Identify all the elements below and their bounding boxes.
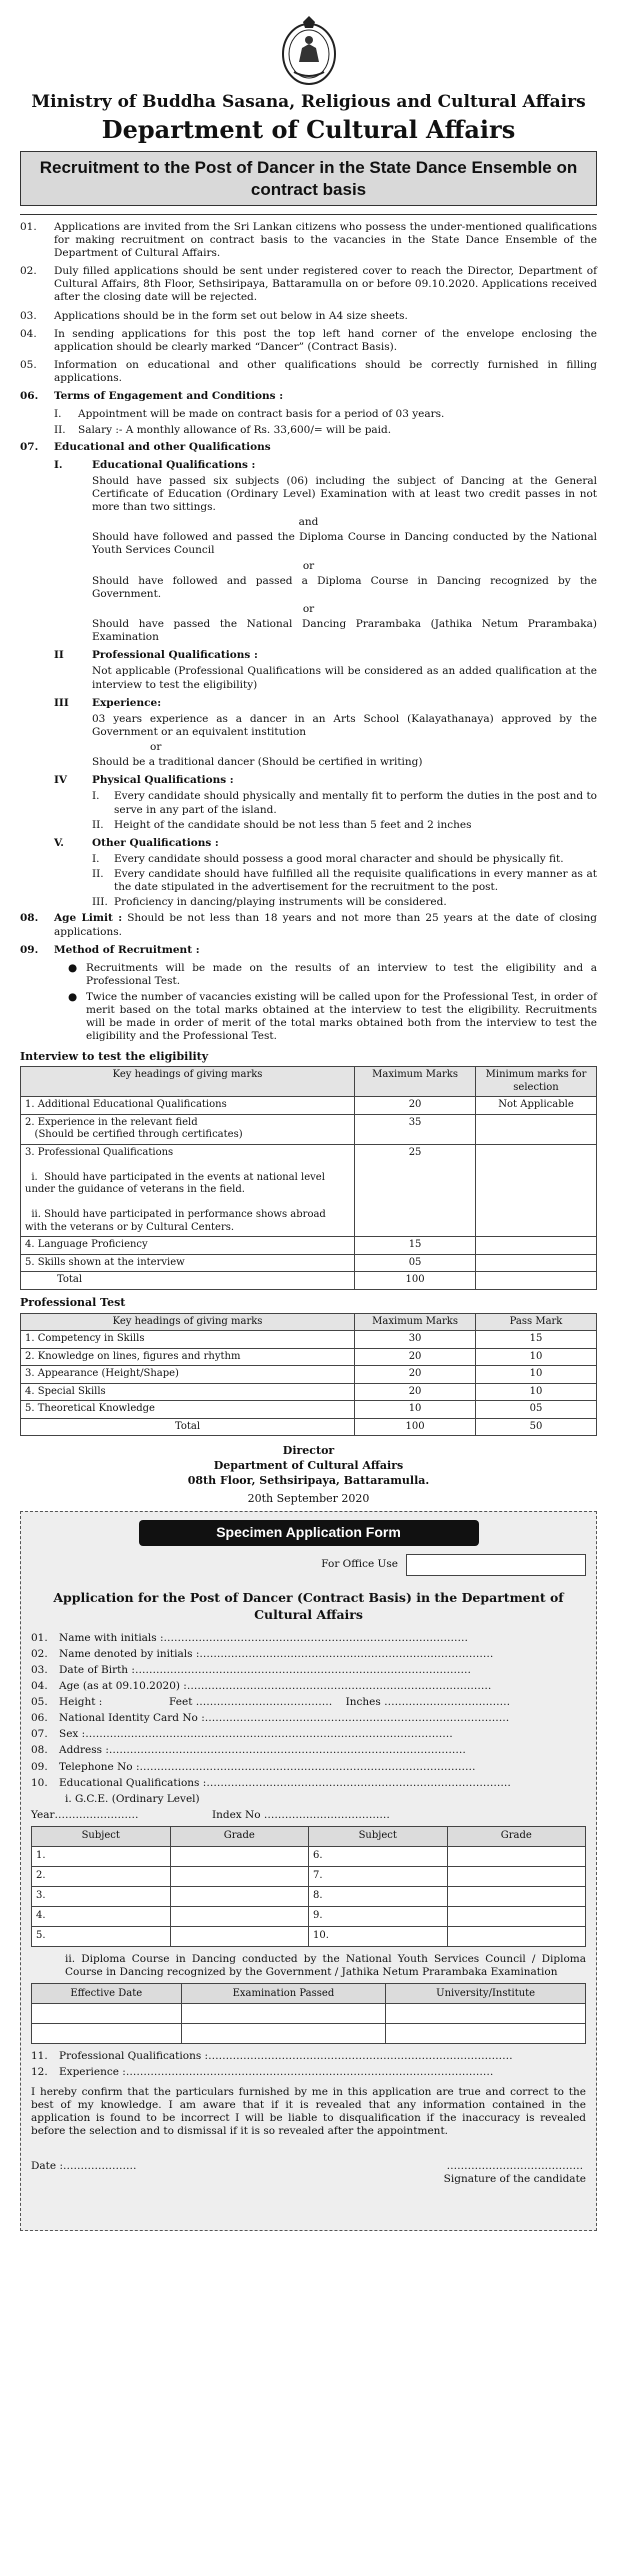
office-use-label: For Office Use <box>321 1558 398 1571</box>
terms-item: II. Salary :- A monthly allowance of Rs. 33,600/= will be paid. <box>54 424 392 437</box>
edu-paragraph: Should have followed and passed a Diploma Course in Dancing recognized by the Government. <box>92 574 597 600</box>
form-field[interactable]: 01. Name with initials :…………………………………………………………………………… <box>31 1631 469 1644</box>
table-row: 1. Additional Educational Qualifications 20 Not Applicable <box>21 1097 597 1115</box>
bullet-icon: ● <box>68 961 78 974</box>
column-header: Subject <box>32 1827 171 1847</box>
diploma-table[interactable] <box>31 1983 586 2044</box>
column-header: Grade <box>170 1827 309 1847</box>
connector-text: or <box>150 741 162 753</box>
professional-test-heading: Professional Test <box>20 1295 126 1309</box>
column-header: Key headings of giving marks <box>21 1313 355 1331</box>
declaration-text: I hereby confirm that the particulars furnished by me in this application are true and correct to the best of my knowledge. I am aware that if it is revealed that any information contained in the application is found to be incorrect I will be liable to disqualification if the inaccuracy is revealed before the selection and to dismissal if it is so revealed after the appointment. <box>31 2085 586 2137</box>
terms-item: I. Appointment will be made on contract basis for a period of 03 years. <box>54 408 445 421</box>
exp-paragraph: 03 years experience as a dancer in an Arts School (Kalayathanaya) approved by the Government or an equivalent institution <box>92 712 597 738</box>
table-row[interactable]: 1. 6. <box>32 1847 586 1867</box>
general-items <box>20 221 597 1044</box>
edu-paragraph: Should have passed six subjects (06) including the subject of Dancing at the General Certificate of Education (Ordinary Level) Examination with at least two credit passes in not more than two sittings. <box>92 474 597 513</box>
column-header: Pass Mark <box>476 1313 597 1331</box>
specimen-application-form <box>20 1511 597 2231</box>
form-field[interactable]: 08. Address :………………………………………………………………………………………… <box>31 1744 466 1757</box>
signoff-address: 08th Floor, Sethsiripaya, Battaramulla. <box>187 1473 430 1487</box>
form-title: Specimen Application Form <box>139 1520 479 1546</box>
form-field[interactable]: 02. Name denoted by initials :………………………………………………………………………… <box>31 1647 494 1660</box>
department-name: Department of Cultural Affairs <box>101 115 516 145</box>
edu-paragraph: Should have passed the National Dancing Prarambaka (Jathika Netum Prarambaka) Examination <box>92 618 597 644</box>
form-field[interactable]: 06. National Identity Card No :…………………………………………………………………………… <box>31 1712 510 1725</box>
signature-block[interactable] <box>444 2160 586 2186</box>
column-header: Maximum Marks <box>355 1313 476 1331</box>
table-row: Total 100 50 <box>21 1418 597 1436</box>
interview-table <box>20 1066 597 1290</box>
experience-heading: III Experience: <box>54 696 162 709</box>
list-item: II. Height of the candidate should be not less than 5 feet and 2 inches <box>92 818 472 831</box>
column-header: Minimum marks for selection <box>476 1067 597 1097</box>
list-item: 03. Applications should be in the form set out below in A4 size sheets. <box>20 309 408 322</box>
form-field[interactable]: 10. Educational Qualifications :…………………………………………………………………………… <box>31 1776 511 1789</box>
list-item: II. Every candidate should have fulfilled all the requisite qualifications in every manner as at the date stipulated in the advertisement for the recruitment to the post. <box>92 868 597 894</box>
ol-results-table[interactable] <box>31 1826 586 1947</box>
age-limit: 08. Age Limit : Should be not less than 18 years and not more than 25 years at the date of closing applications. <box>20 912 597 938</box>
table-row[interactable]: 2. 7. <box>32 1867 586 1887</box>
column-header: Effective Date <box>32 1984 182 2004</box>
recruitment-banner: Recruitment to the Post of Dancer in the State Dance Ensemble on contract basis <box>20 151 597 206</box>
signature-line: ………………………………… <box>446 2160 584 2173</box>
table-row: 5. Skills shown at the interview 05 <box>21 1254 597 1272</box>
connector-text: or <box>302 559 315 572</box>
form-field[interactable]: 07. Sex :…………………………………………………………………………………………… <box>31 1728 453 1741</box>
physical-qualifications-heading: IV Physical Qualifications : <box>54 774 234 787</box>
educational-qualifications-heading: I. Educational Qualifications : <box>54 458 256 471</box>
table-row: Total 100 <box>21 1272 597 1290</box>
table-row[interactable] <box>32 2024 586 2044</box>
divider <box>20 214 597 215</box>
terms-heading: 06. Terms of Engagement and Conditions : <box>20 390 284 403</box>
prof-paragraph: Not applicable (Professional Qualifications will be considered as an added qualification at the interview to test the eligibility) <box>92 665 597 691</box>
signoff <box>14 1444 603 1489</box>
exp-paragraph: Should be a traditional dancer (Should be certified in writing) <box>92 756 423 769</box>
other-qualifications-heading: V. Other Qualifications : <box>54 836 219 849</box>
method-heading: 09. Method of Recruitment : <box>20 943 200 956</box>
form-field[interactable]: 04. Age (as at 09.10.2020) :…………………………………………………………………………… <box>31 1679 492 1692</box>
form-field[interactable]: 09. Telephone No :…………………………………………………………………………………… <box>31 1760 476 1773</box>
office-use-box[interactable] <box>406 1554 586 1576</box>
table-row: 4. Special Skills 20 10 <box>21 1383 597 1401</box>
table-row[interactable]: 3. 8. <box>32 1887 586 1907</box>
professional-qualifications-heading: II Professional Qualifications : <box>54 649 258 662</box>
sri-lanka-emblem-icon <box>280 14 338 86</box>
list-item: I. Every candidate should possess a good moral character and should be physically fit. <box>92 852 564 865</box>
column-header: Grade <box>447 1827 586 1847</box>
edu-paragraph: Should have followed and passed the Diploma Course in Dancing conducted by the National Youth Services Council <box>92 531 597 557</box>
column-header: Examination Passed <box>181 1984 386 2004</box>
signoff-department: Department of Cultural Affairs <box>213 1458 404 1472</box>
column-header: University/Institute <box>386 1984 586 2004</box>
professional-test-table <box>20 1313 597 1437</box>
list-item: 01. Applications are invited from the Sri Lankan citizens who possess the under-mentioned qualifications for making recruitment on contract basis to the vacancies in the State Dance Ensemble of the Department of Cultural Affairs. <box>20 220 597 259</box>
list-item: ● Recruitments will be made on the results of an interview to test the eligibility and a Professional Test. <box>68 961 597 987</box>
table-row: 2. Experience in the relevant field (Should be certified through certificates) 35 <box>21 1114 597 1144</box>
table-row[interactable]: 5. 10. <box>32 1927 586 1947</box>
list-item: 05. Information on educational and other qualifications should be correctly furnished in filling applications. <box>20 358 597 384</box>
form-field[interactable]: 03. Date of Birth :…………………………………………………………………………………… <box>31 1663 471 1676</box>
qualifications-heading: 07. Educational and other Qualifications <box>20 440 271 453</box>
date-field[interactable]: Date :………………… <box>31 2160 137 2173</box>
signoff-title: Director <box>282 1444 335 1457</box>
table-row: 4. Language Proficiency 15 <box>21 1237 597 1255</box>
column-header: Maximum Marks <box>355 1067 476 1097</box>
table-row: 3. Professional Qualifications i. Should have participated in the events at national level under the guidance of veterans in the field. ii. Should have participated in performance shows abroad with the veterans or by Cultural Centers. 25 <box>21 1144 597 1237</box>
list-item: ● Twice the number of vacancies existing will be called upon for the Professional Test, in order of merit based on the total marks obtained at the interview to test the eligibility. Recruitments will be made in order of merit of the total marks obtained both from the interview to test the eligibility and the Professional Test. <box>68 991 597 1043</box>
gce-label: i. G.C.E. (Ordinary Level) <box>65 1792 200 1805</box>
year-index-line[interactable]: Year…………………… Index No ……………………………… <box>31 1808 390 1821</box>
application-title: Application for the Post of Dancer (Contract Basis) in the Department of Cultural Affairs <box>53 1589 564 1622</box>
office-use <box>31 1554 586 1576</box>
table-row[interactable] <box>32 2004 586 2024</box>
signature-label: Signature of the candidate <box>443 2173 586 2186</box>
list-item: 04. In sending applications for this post the top left hand corner of the envelope enclosing the application should be clearly marked “Dancer” (Contract Basis). <box>20 327 597 353</box>
form-footer <box>31 2160 586 2186</box>
connector-text: and <box>298 516 319 529</box>
table-row: 2. Knowledge on lines, figures and rhythm 20 10 <box>21 1348 597 1366</box>
table-row: 1. Competency in Skills 30 15 <box>21 1331 597 1349</box>
column-header: Subject <box>309 1827 448 1847</box>
interview-heading: Interview to test the eligibility <box>20 1049 209 1063</box>
list-item: 02. Duly filled applications should be sent under registered cover to reach the Director, Department of Cultural Affairs, 8th Floor, Sethsiripaya, Battaramulla on or before 09.10.2020. Applications received after the closing date will be rejected. <box>20 265 597 304</box>
ministry-name: Ministry of Buddha Sasana, Religious and Cultural Affairs <box>31 92 586 112</box>
list-item: I. Every candidate should physically and mentally fit to perform the duties in the post and to serve in any part of the island. <box>92 790 597 816</box>
diploma-label: ii. Diploma Course in Dancing conducted by the National Youth Services Council / Diploma Course in Dancing recognized by the Government / Jathika Netum Prarambaka Examination <box>65 1953 586 1979</box>
table-row: 5. Theoretical Knowledge 10 05 <box>21 1401 597 1419</box>
table-row: 3. Appearance (Height/Shape) 20 10 <box>21 1366 597 1384</box>
signoff-date: 20th September 2020 <box>247 1491 370 1505</box>
form-field[interactable]: 05. Height : Feet ………………………………… Inches ……………………………… <box>31 1696 511 1709</box>
form-field[interactable]: 12. Experience :…………………………………………………………………………………………… <box>31 2066 494 2079</box>
list-item: III. Proficiency in dancing/playing instruments will be considered. <box>92 896 447 909</box>
column-header: Key headings of giving marks <box>21 1067 355 1097</box>
table-row[interactable]: 4. 9. <box>32 1907 586 1927</box>
bullet-icon: ● <box>68 991 78 1003</box>
form-field[interactable]: 11. Professional Qualifications :…………………………………………………………………………… <box>31 2050 513 2063</box>
connector-text: or <box>302 602 315 615</box>
